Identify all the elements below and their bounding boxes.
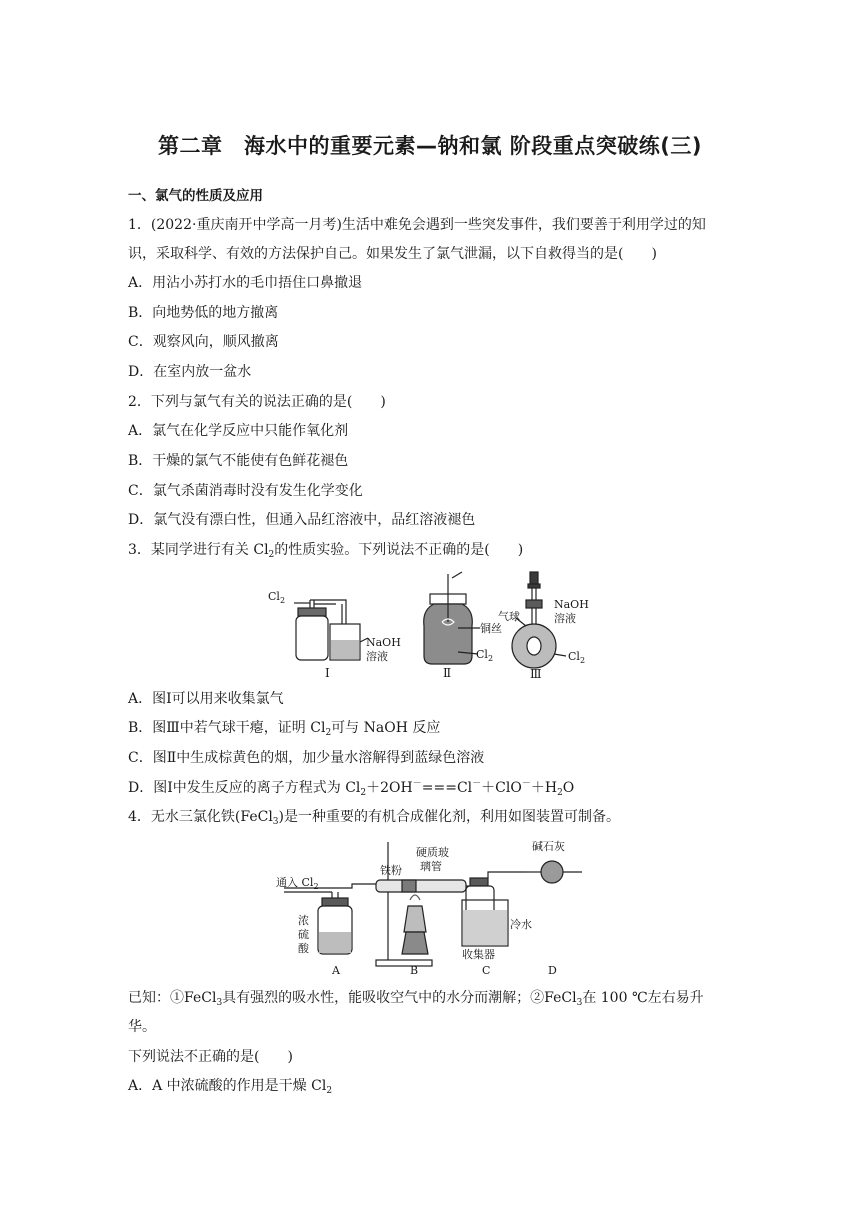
page-title: 第二章 海水中的重要元素—钠和氯 阶段重点突破练(三) (157, 134, 702, 158)
q4-fig-lime-label: 碱石灰 (532, 840, 565, 853)
q3-fig-balloon-label: 气球 (498, 610, 520, 623)
q4-known-line1: 已知：①FeCl$_3$具有强烈的吸水性，能吸收空气中的水分而潮解；②FeCl$_3$在 100 ℃左右易升 (128, 990, 704, 1008)
q1-option-c: C．观察风向，顺风撤离 (128, 334, 279, 350)
q4-figure (276, 836, 598, 978)
q1-stem-line1: 1．(2022·重庆南开中学高一月考)生活中难免会遇到一些突发事件，我们要善于利用学过的知 (128, 217, 706, 233)
q4-fig-acid-label-3: 酸 (298, 942, 309, 955)
q2-option-c: C．氯气杀菌消毒时没有发生化学变化 (128, 483, 363, 499)
q4-known-line2: 华。 (128, 1019, 156, 1035)
q3-option-c: C．图Ⅱ中生成棕黄色的烟，加少量水溶解得到蓝绿色溶液 (128, 750, 485, 766)
q3-fig-copper-label: 铜丝 (480, 622, 502, 635)
q3-option-b: B．图Ⅲ中若气球干瘪，证明 $Cl_2$可与 NaOH 反应 (128, 720, 441, 738)
q4-fig-collector-label: 收集器 (462, 948, 495, 961)
q4-fig-tube-label-1: 硬质玻 (416, 846, 449, 859)
q4-fig-inlet-label: 通入 $Cl_2$ (276, 876, 319, 891)
q4-stem: 4．无水三氯化铁(FeCl$_3$)是一种重要的有机合成催化剂，利用如图装置可制备。 (128, 809, 620, 827)
section-heading: 一、氯气的性质及应用 (128, 188, 263, 204)
q2-option-a: A．氯气在化学反应中只能作氧化剂 (128, 423, 349, 439)
q3-fig-naoh-label: NaOH (366, 636, 401, 649)
q2-stem: 2．下列与氯气有关的说法正确的是( ) (128, 394, 386, 410)
q2-option-b: B．干燥的氯气不能使有色鲜花褪色 (128, 453, 349, 469)
q1-option-b: B．向地势低的地方撤离 (128, 305, 279, 321)
q3-fig-label-2: Ⅱ (443, 666, 452, 680)
q1-stem-line2: 识，采取科学、有效的方法保护自己。如果发生了氯气泄漏，以下自救得当的是( ) (128, 246, 657, 262)
q4-fig-acid-label-2: 硫 (298, 928, 309, 941)
q1-option-a: A．用沾小苏打水的毛巾捂住口鼻撤退 (128, 275, 363, 291)
q4-fig-tube-label-2: 璃管 (420, 860, 442, 873)
q3-fig-solution-label: 溶液 (366, 650, 388, 663)
q4-fig-cold-water-label: 冷水 (510, 918, 532, 931)
q3-fig-label-3: Ⅲ (530, 667, 542, 681)
q3-fig-solution-label-3: 溶液 (554, 612, 576, 625)
q4-fig-label-b: B (410, 964, 419, 977)
q3-option-d: D．图Ⅰ中发生反应的离子方程式为 $Cl_2+2OH^-===Cl^-+ClO^-+H_2O$ (128, 779, 575, 798)
q4-fig-label-c: C (482, 964, 491, 977)
q3-fig-cl2-label: $Cl_2$ (268, 590, 286, 605)
q2-option-d: D．氯气没有漂白性，但通入品红溶液中，品红溶液褪色 (128, 512, 476, 528)
q3-fig-naoh-label-3: NaOH (554, 598, 589, 611)
q3-fig-cl2-label-3: $Cl_2$ (568, 650, 586, 665)
q4-option-a: A．A 中浓硫酸的作用是干燥 $Cl_2$ (128, 1078, 333, 1096)
q4-fig-label-a: A (332, 964, 340, 977)
q4-fig-iron-label: 铁粉 (380, 864, 402, 877)
q4-fig-acid-label-1: 浓 (298, 914, 309, 927)
q3-figure (262, 570, 602, 682)
q4-ask: 下列说法不正确的是( ) (128, 1049, 293, 1065)
q3-option-a: A．图Ⅰ可以用来收集氯气 (128, 691, 284, 707)
q1-option-d: D．在室内放一盆水 (128, 364, 252, 380)
q3-fig-cl2-label-2: $Cl_2$ (476, 648, 494, 663)
q4-fig-label-d: D (548, 964, 557, 977)
q3-stem: 3．某同学进行有关 $Cl_2$的性质实验。下列说法不正确的是( ) (128, 542, 524, 560)
q3-fig-label-1: Ⅰ (325, 666, 330, 680)
